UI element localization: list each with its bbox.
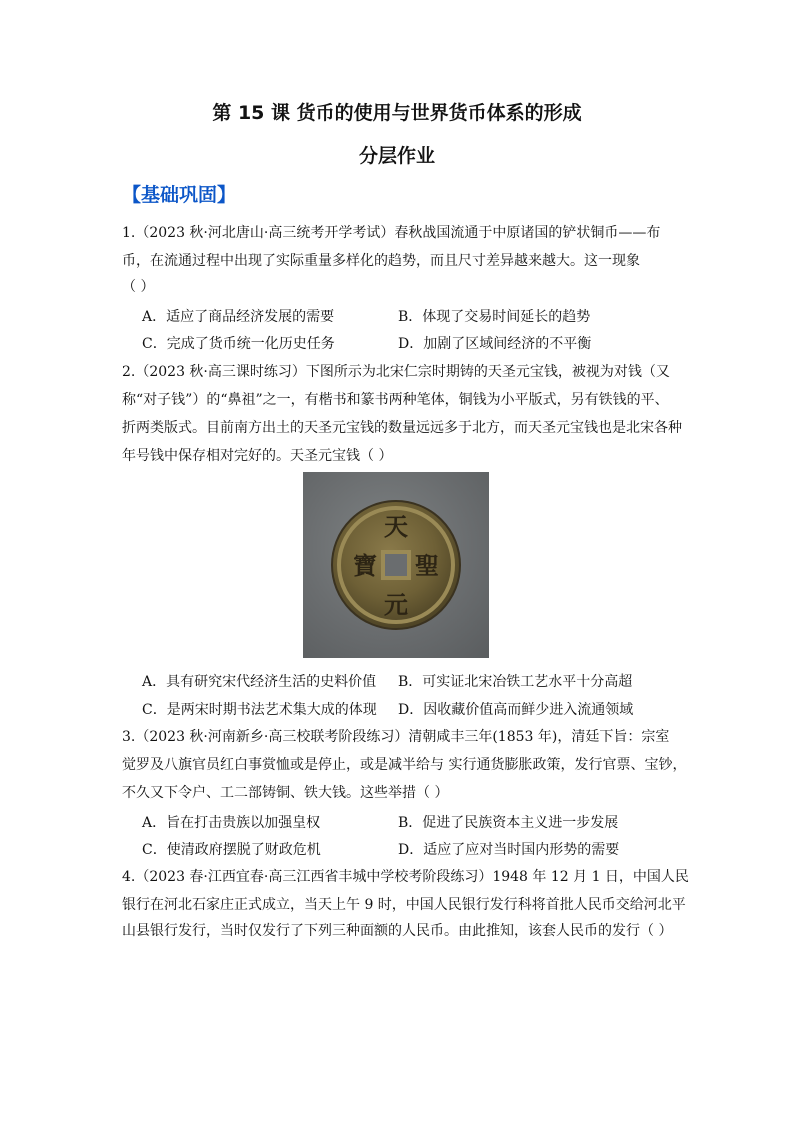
- q1-line-2: 币，在流通过程中出现了实际重量多样化的趋势，而且尺寸差异越来越大。这一现象: [122, 253, 640, 269]
- q3-line-1: 3.（2023 秋·河南新乡·高三校联考阶段练习）清朝咸丰三年(1853 年)，清廷下旨：宗室: [122, 729, 670, 745]
- coin-char-left: 寶: [353, 551, 377, 580]
- q2-option-b[interactable]: B．可实证北宋冶铁工艺水平十分高超: [398, 674, 633, 690]
- q2-option-d[interactable]: D．因收藏价值高而鲜少进入流通领域: [398, 702, 634, 718]
- coin-image: [303, 472, 489, 658]
- q2-line-3: 折两类版式。目前南方出土的天圣元宝钱的数量远远多于北方，而天圣元宝钱也是北宋各种: [122, 420, 682, 436]
- coin-char-right: 聖: [415, 551, 439, 580]
- q2-line-4: 年号钱中保存相对完好的。天圣元宝钱（ ）: [122, 448, 393, 464]
- q2-option-a[interactable]: A．具有研究宋代经济生活的史料价值: [142, 674, 377, 690]
- q4-line-3: 山县银行发行，当时仅发行了下列三种面额的人民币。由此推知，该套人民币的发行（ ）: [122, 923, 673, 939]
- q3-line-3: 不久又下令户、工二部铸铜、铁大钱。这些举措（ ）: [122, 785, 449, 801]
- q2-option-c[interactable]: C．是两宋时期书法艺术集大成的体现: [142, 702, 377, 718]
- q4-line-2: 银行在河北石家庄正式成立，当天上午 9 时，中国人民银行发行科将首批人民币交给河北平: [122, 897, 686, 913]
- lesson-subtitle: 分层作业: [358, 145, 435, 167]
- lesson-title: 第 15 课 货币的使用与世界货币体系的形成: [212, 102, 582, 124]
- q1-option-d[interactable]: D．加剧了区域间经济的不平衡: [398, 336, 592, 352]
- q2-line-1: 2.（2023 秋·高三课时练习）下图所示为北宋仁宗时期铸的天圣元宝钱，被视为对钱（又: [122, 364, 670, 380]
- q3-line-2: 觉罗及八旗官员红白事赏恤或是停止，或是减半给与 实行通货膨胀政策，发行官票、宝钞，: [122, 757, 687, 773]
- q2-line-2: 称“对子钱”）的“鼻祖”之一，有楷书和篆书两种笔体，铜钱为小平版式，另有铁钱的平、: [122, 392, 669, 408]
- q4-line-1: 4.（2023 春·江西宜春·高三江西省丰城中学校考阶段练习）1948 年 12 月 1 日，中国人民: [122, 869, 689, 885]
- q1-option-a[interactable]: A．适应了商品经济发展的需要: [142, 309, 335, 325]
- q1-option-c[interactable]: C．完成了货币统一化历史任务: [142, 336, 335, 352]
- q1-line-1: 1.（2023 秋·河北唐山·高三统考开学考试）春秋战国流通于中原诸国的铲状铜币——布: [122, 225, 661, 241]
- coin-char-top: 天: [384, 512, 408, 541]
- coin-char-bottom: 元: [384, 590, 408, 619]
- q3-option-d[interactable]: D．适应了应对当时国内形势的需要: [398, 842, 620, 858]
- section-heading: 【基础巩固】: [122, 184, 237, 206]
- q3-option-c[interactable]: C．使清政府摆脱了财政危机: [142, 842, 321, 858]
- q3-option-b[interactable]: B．促进了民族资本主义进一步发展: [398, 815, 619, 831]
- coin-icon: [303, 472, 489, 658]
- q1-option-b[interactable]: B．体现了交易时间延长的趋势: [398, 309, 591, 325]
- q1-line-3: （ ）: [122, 279, 155, 295]
- q3-option-a[interactable]: A．旨在打击贵族以加强皇权: [142, 815, 321, 831]
